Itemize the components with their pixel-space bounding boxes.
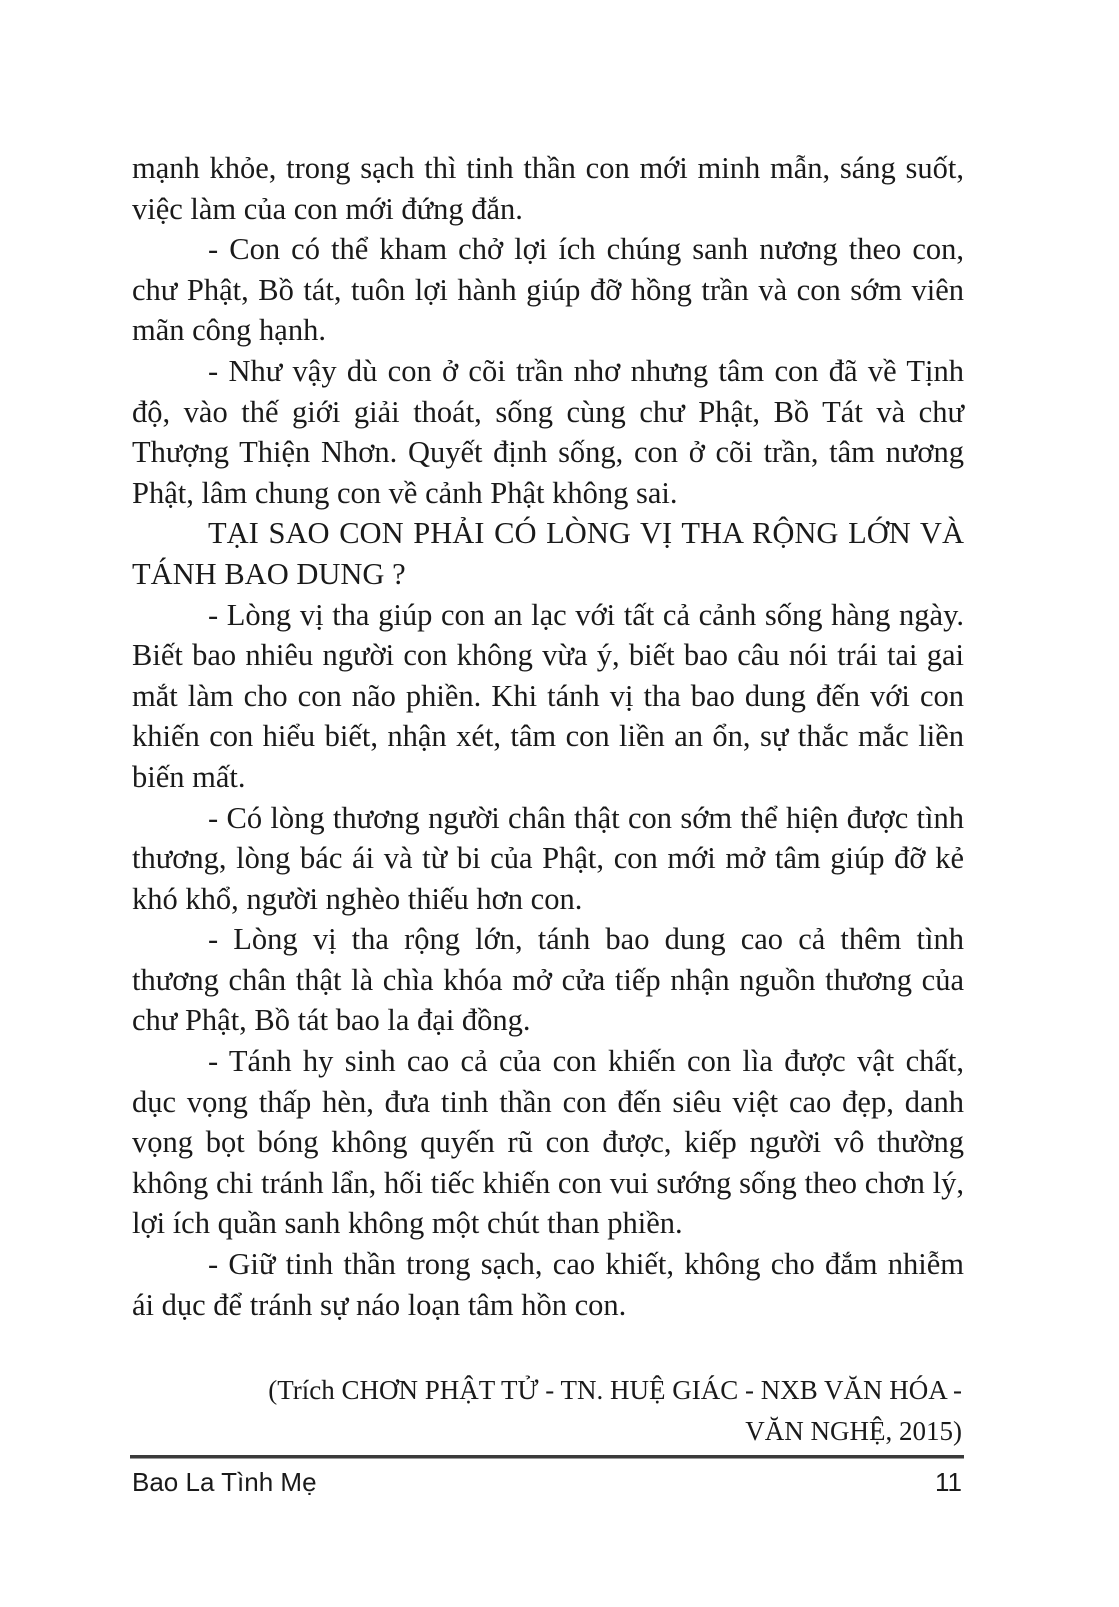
- citation-line-2: VĂN NGHỆ, 2015): [745, 1416, 962, 1446]
- paragraph-altruism: - Lòng vị tha giúp con an lạc với tất cả cảnh sống hàng ngày. Biết bao nhiêu người con không vừa ý, biết bao câu nói trái tai gai mắt làm cho con não phiền. Khi tánh vị tha bao dung đến với con khiến con hiểu biết, nhận xét, tâm con liền an ổn, sự thắc mắc liền biến mất.: [132, 597, 964, 794]
- paragraph-purity: - Giữ tinh thần trong sạch, cao khiết, không cho đắm nhiễm ái dục để tránh sự náo loạn tâm hồn con.: [132, 1247, 964, 1322]
- source-citation: [132, 1370, 962, 1452]
- page-number: 11: [935, 1467, 962, 1497]
- paragraph-dedication: - Con có thể kham chở lợi ích chúng sanh nương theo con, chư Phật, Bồ tát, tuôn lợi hành giúp đỡ hồng trần và con sớm viên mãn công hạnh.: [132, 232, 964, 348]
- paragraph-key-of-love: - Lòng vị tha rộng lớn, tánh bao dung cao cả thêm tình thương chân thật là chìa khóa mở cửa tiếp nhận nguồn thương của chư Phật, Bồ tát bao la đại đồng.: [132, 922, 964, 1038]
- page-footer: [130, 1462, 964, 1502]
- section-heading: TẠI SAO CON PHẢI CÓ LÒNG VỊ THA RỘNG LỚN VÀ TÁNH BAO DUNG ?: [132, 516, 964, 591]
- footer-divider: [130, 1455, 964, 1459]
- paragraph-compassion: - Có lòng thương người chân thật con sớm thể hiện được tình thương, lòng bác ái và từ bi của Phật, con mới mở tâm giúp đỡ kẻ khó khổ, người nghèo thiếu hơn con.: [132, 800, 964, 916]
- paragraph-pure-land: - Như vậy dù con ở cõi trần nhơ nhưng tâm con đã về Tịnh độ, vào thế giới giải thoát, sống cùng chư Phật, Bồ Tát và chư Thượng Thiện Nhơn. Quyết định sống, con ở cõi trần, tâm nương Phật, lâm chung con về cảnh Phật không sai.: [132, 353, 964, 510]
- book-title: Bao La Tình Mẹ: [132, 1467, 317, 1497]
- citation-line-1: (Trích CHƠN PHẬT TỬ - TN. HUỆ GIÁC - NXB VĂN HÓA -: [268, 1375, 962, 1405]
- body-text: [132, 148, 964, 1325]
- paragraph-sacrifice: - Tánh hy sinh cao cả của con khiến con lìa được vật chất, dục vọng thấp hèn, đưa tinh thần con đến siêu việt cao đẹp, danh vọng bọt bóng không quyến rũ con được, kiếp người vô thường không chi tránh lẩn, hối tiếc khiến con vui sướng sống theo chơn lý, lợi ích quần sanh không một chút than phiền.: [132, 1044, 964, 1241]
- paragraph-continuation: mạnh khỏe, trong sạch thì tinh thần con mới minh mẫn, sáng suốt, việc làm của con mới đứng đắn.: [132, 151, 964, 226]
